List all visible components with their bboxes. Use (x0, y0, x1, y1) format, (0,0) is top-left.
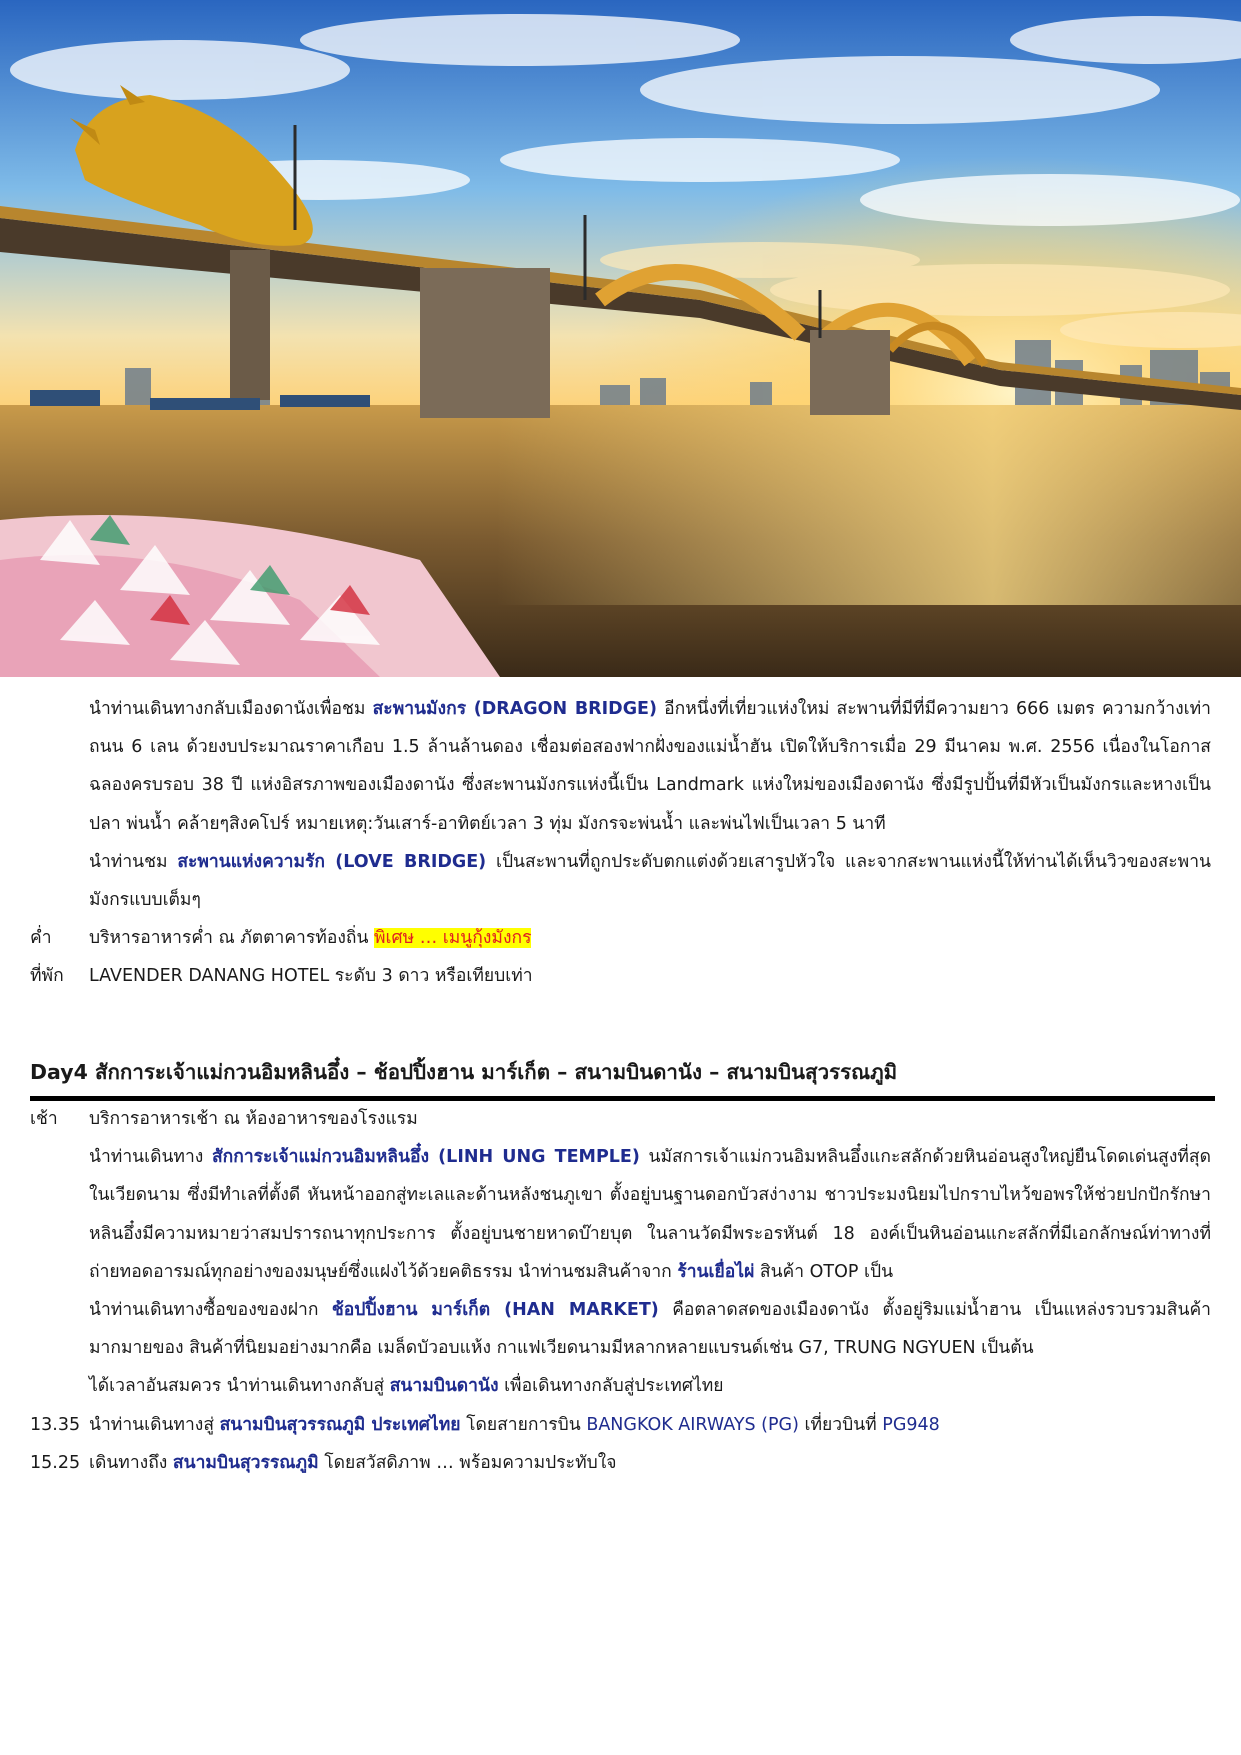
suvarnabhumi-highlight: สนามบินสุวรรณภูมิ ประเทศไทย (219, 1414, 461, 1435)
hotel-text: LAVENDER DANANG HOTEL ระดับ 3 ดาว หรือเทียบเท่า (89, 966, 533, 987)
love-bridge-highlight: สะพานแห่งความรัก (LOVE BRIDGE) (177, 851, 487, 872)
dragon-bridge-illustration (0, 0, 1241, 677)
special-menu-badge: พิเศษ … เมนูกุ้งมังกร (374, 928, 532, 949)
text: นมัสการเจ้าแม่กวนอิมหลินอึ๋งแกะสลักด้วยหินอ่อนสูงใหญ่ยืนโดดเด่นสูงที่สุดในเวียดนาม ซึ่งมีทำเลที่ตั้งดี หันหน้าออกสู่ทะเลและด้านหลังชนภูเขา ตั้งอยู่บนฐานดอกบัวสง่างาม ชาวประมงนิยมไปกราบไหว้ขอพรให้ช่วยปกปักรักษา หลินอึ๋งมีความหมายว่าสมปรารถนาทุกประการ ตั้งอยู่บนชายหาดบ๊ายบุต ในลานวัดมีพระอรหันต์ 18 องค์เป็นหินอ่อนแกะสลักที่มีเอกลักษณ์ท่าทางที่ถ่ายทอดอารมณ์ทุกอย่างของมนุษย์ซึ่งแฝงไว้ด้วยคติธรรม นำท่านชมสินค้าจาก (89, 1147, 1211, 1282)
flight-number: PG948 (882, 1414, 940, 1435)
breakfast-text: บริการอาหารเช้า ณ ห้องอาหารของโรงแรม (89, 1109, 418, 1129)
breakfast-label: เช้า (30, 1109, 58, 1129)
text: นำท่านเดินทางสู่ (89, 1414, 220, 1435)
flight-row-departure (0, 1406, 1241, 1444)
text: อีกหนึ่งที่เที่ยวแห่งใหม่ สะพานที่มีที่มีความยาว 666 เมตร ความกว้างเท่าถนน 6 เลน ด้วยงบประมาณราคาเกือบ 1.5 ล้านล้านดอง เชื่อมต่อสองฟากฝั่งของแม่น้ำฮัน เปิดให้บริการเมื่อ 29 มีนาคม พ.ศ. 2556 เนื่องในโอกาสฉลองครบรอบ 38 ปี แห่งอิสรภาพของเมืองดานัง ซึ่งสะพานมังกรแห่งนี้เป็น Landmark แห่งใหม่ของเมืองดานัง ซึ่งมีรูปปั้นที่มีหัวเป็นมังกรและหางเป็นปลา พ่นน้ำ คล้ายๆสิงคโปร์ หมายเหตุ:วันเสาร์-อาทิตย์เวลา 3 ทุ่ม มังกรจะพ่นน้ำ และพ่นไฟเป็นเวลา 5 นาที (89, 699, 1211, 834)
text: โดยสวัสดิภาพ … พร้อมความประทับใจ (318, 1452, 617, 1473)
text: นำท่านเดินทางซื้อของของฝาก (89, 1300, 332, 1321)
day4-title: Day4 สักการะเจ้าแม่กวนอิมหลินอึ๋ง – ช้อปปิ้งฮาน มาร์เก็ต – สนามบินดานัง – สนามบินสุวรรณภูมิ (30, 1060, 898, 1084)
text: สินค้า OTOP เป็น (754, 1261, 894, 1282)
text: คือตลาดสดของเมืองดานัง ตั้งอยู่ริมแม่น้ำฮาน เป็นแหล่งรวบรวมสินค้ามากมายของ สินค้าที่นิยมอย่างมากคือ เมล็ดบัวอบแห้ง กาแฟเวียดนามมีหลากหลายแบรนด์เช่น G7, TRUNG NGYUEN เป็นต้น (89, 1300, 1211, 1359)
text: เที่ยวบินที่ (798, 1414, 883, 1435)
day4-paragraph-airport (0, 1367, 1241, 1405)
text: ได้เวลาอันสมควร นำท่านเดินทางกลับสู่ (89, 1376, 390, 1397)
breakfast-row (0, 1100, 1241, 1138)
text: นำท่านเดินทางกลับเมืองดานังเพื่อชม (89, 699, 373, 719)
time-label: 13.35 (30, 1414, 81, 1435)
day4-paragraph-han-market (0, 1291, 1241, 1367)
hero-photo (0, 0, 1241, 677)
dinner-text: บริหารอาหารค่ำ ณ ภัตตาคารท้องถิ่น (89, 928, 374, 949)
text: เดินทางถึง (89, 1452, 173, 1473)
day4-paragraph-temple (0, 1138, 1241, 1291)
danang-airport-highlight: สนามบินดานัง (389, 1376, 499, 1397)
day3-paragraph-dragon-bridge (0, 690, 1241, 843)
dinner-row (0, 919, 1241, 957)
text: เป็นสะพานที่ถูกประดับตกแต่งด้วยเสารูปหัวใจ และจากสะพานแห่งนี้ให้ท่านได้เห็นวิวของสะพานมังกรแบบเต็มๆ (89, 851, 1211, 911)
airline-name: BANGKOK AIRWAYS (PG) (586, 1414, 799, 1435)
hotel-row (0, 957, 1241, 995)
temple-highlight: สักการะเจ้าแม่กวนอิมหลินอึ๋ง (LINH UNG TEMPLE) (211, 1147, 640, 1168)
dragon-bridge-highlight: สะพานมังกร (DRAGON BRIDGE) (372, 699, 658, 719)
day3-paragraph-love-bridge (0, 843, 1241, 919)
day4-section (0, 1100, 1241, 1482)
text: โดยสายการบิน (460, 1414, 587, 1435)
day3-section (0, 690, 1241, 996)
bamboo-shop-highlight: ร้านเยื่อไผ่ (677, 1261, 755, 1282)
text: นำท่านชม (89, 851, 178, 872)
han-market-highlight: ช้อปปิ้งฮาน มาร์เก็ต (HAN MARKET) (331, 1300, 659, 1321)
flight-row-arrival (0, 1444, 1241, 1482)
time-label: 15.25 (30, 1452, 81, 1473)
text: เพื่อเดินทางกลับสู่ประเทศไทย (498, 1376, 724, 1397)
text: นำท่านเดินทาง (89, 1147, 212, 1168)
suvarnabhumi-highlight: สนามบินสุวรรณภูมิ (172, 1452, 319, 1473)
dinner-label: ค่ำ (30, 928, 52, 949)
hotel-label: ที่พัก (30, 966, 64, 987)
